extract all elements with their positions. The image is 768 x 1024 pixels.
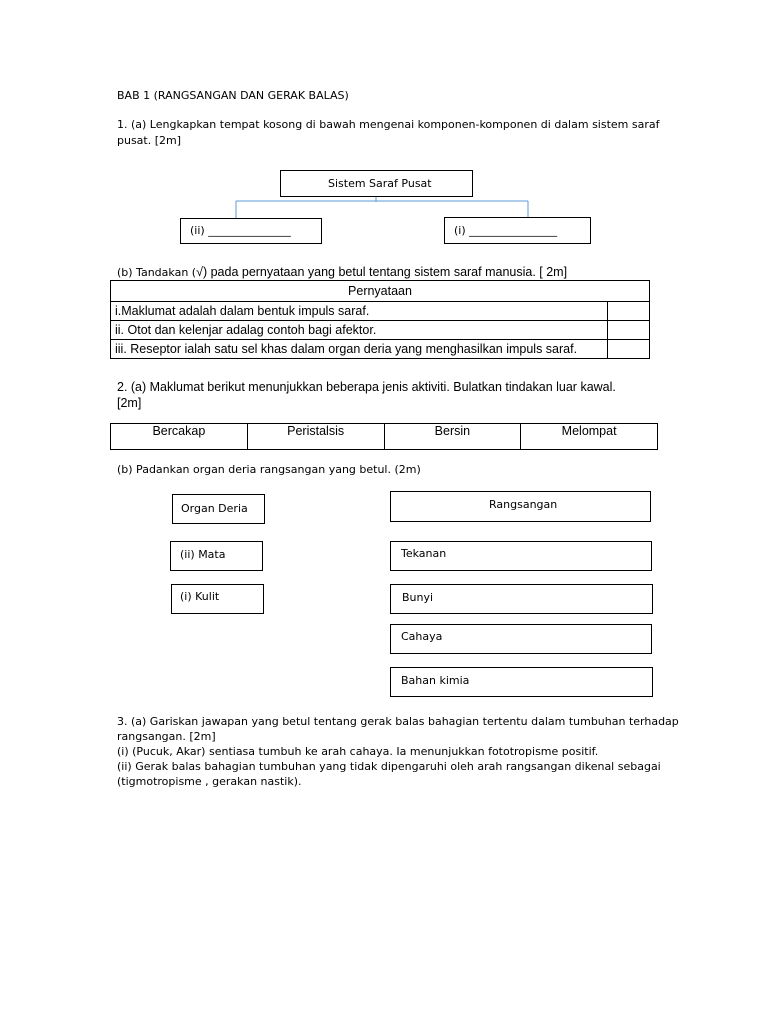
cns-left-blank-label: (ii) _______________ <box>190 224 291 237</box>
activity-cell[interactable]: Peristalsis <box>247 424 384 450</box>
q1a-text-line1: 1. (a) Lengkapkan tempat kosong di bawah mengenai komponen-komponen di dalam sistem saraf <box>117 118 660 131</box>
cns-right-blank-box[interactable] <box>444 217 591 244</box>
cns-left-blank-box[interactable] <box>180 218 322 244</box>
stimulus-label: Cahaya <box>401 630 443 643</box>
statement-text: iii. Reseptor ialah satu sel khas dalam organ deria yang menghasilkan impuls saraf. <box>111 340 608 359</box>
q1b-prefix: (b) Tandakan ( <box>117 266 197 279</box>
q3-line4: (ii) Gerak balas bahagian tumbuhan yang tidak dipengaruhi oleh arah rangsangan dikenal sebagai <box>117 760 661 773</box>
organ-header-label: Organ Deria <box>181 502 248 515</box>
stimulus-box[interactable] <box>390 584 653 614</box>
stimulus-box[interactable] <box>390 541 652 571</box>
activity-row <box>111 424 658 450</box>
activity-table <box>110 423 658 450</box>
organ-box[interactable] <box>170 541 263 571</box>
q1b-instruction <box>117 264 567 281</box>
chapter-heading: BAB 1 (RANGSANGAN DAN GERAK BALAS) <box>117 89 349 102</box>
q2b-text: (b) Padankan organ deria rangsangan yang betul. (2m) <box>117 463 421 476</box>
check-symbol: √ <box>196 265 203 279</box>
q2a-text-line2: [2m] <box>117 396 142 410</box>
q1b-suffix: ) pada pernyataan yang betul tentang sistem saraf manusia. [ 2m] <box>202 265 568 279</box>
organ-box[interactable] <box>171 584 264 614</box>
cns-root-box <box>280 170 473 197</box>
activity-cell[interactable]: Bercakap <box>111 424 248 450</box>
organ-label: (ii) Mata <box>180 548 226 561</box>
q3-line3: (i) (Pucuk, Akar) sentiasa tumbuh ke arah cahaya. Ia menunjukkan fototropisme positif. <box>117 745 599 758</box>
stimulus-label: Bahan kimia <box>401 674 470 687</box>
statement-row <box>111 340 650 359</box>
activity-cell[interactable]: Melompat <box>521 424 658 450</box>
stimulus-box[interactable] <box>390 624 652 654</box>
stimulus-box[interactable] <box>390 667 653 697</box>
stimulus-label: Tekanan <box>401 547 447 560</box>
cns-right-blank-label: (i) ________________ <box>454 224 558 237</box>
stimulus-label: Bunyi <box>402 591 434 604</box>
statement-check-cell[interactable] <box>608 321 650 340</box>
statement-check-cell[interactable] <box>608 340 650 359</box>
statement-table-header: Pernyataan <box>111 281 650 302</box>
q3-line1: 3. (a) Gariskan jawapan yang betul tentang gerak balas bahagian tertentu dalam tumbuhan terhadap <box>117 715 679 728</box>
q2a-text-line1: 2. (a) Maklumat berikut menunjukkan beberapa jenis aktiviti. Bulatkan tindakan luar kawal. <box>117 380 616 394</box>
statement-table-header-row <box>111 281 650 302</box>
q3-line2: rangsangan. [2m] <box>117 730 216 743</box>
activity-cell[interactable]: Bersin <box>384 424 521 450</box>
statement-table <box>110 280 650 359</box>
organ-header-box <box>172 494 265 524</box>
cns-tree-connectors <box>0 0 768 260</box>
stimulus-header-label: Rangsangan <box>489 498 558 511</box>
cns-root-label: Sistem Saraf Pusat <box>328 177 432 190</box>
q3-line5: (tigmotropisme , gerakan nastik). <box>117 775 302 788</box>
statement-check-cell[interactable] <box>608 302 650 321</box>
statement-row <box>111 302 650 321</box>
statement-text: ii. Otot dan kelenjar adalag contoh bagi afektor. <box>111 321 608 340</box>
organ-label: (i) Kulit <box>180 590 220 603</box>
statement-row <box>111 321 650 340</box>
statement-text: i.Maklumat adalah dalam bentuk impuls saraf. <box>111 302 608 321</box>
q1a-text-line2: pusat. [2m] <box>117 134 182 147</box>
stimulus-header-box <box>390 491 651 522</box>
